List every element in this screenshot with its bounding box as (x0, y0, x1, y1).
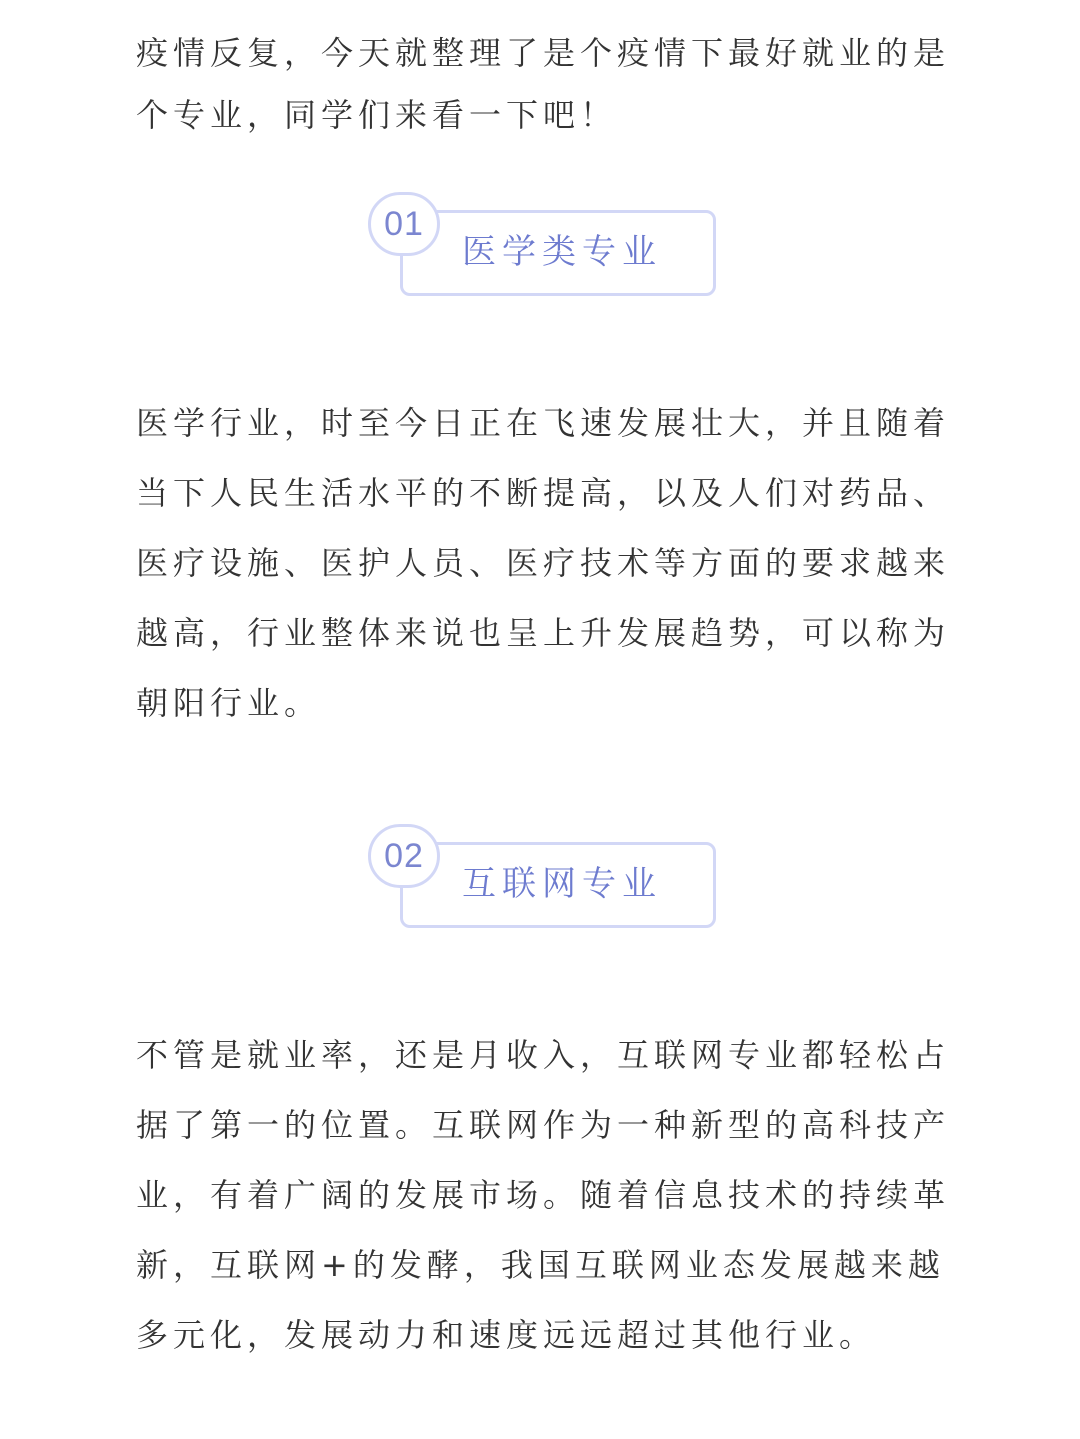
paragraph-line: 医学行业，时至今日正在飞速发展壮大，并且随着 (136, 404, 951, 442)
paragraph-line: 医疗设施、医护人员、医疗技术等方面的要求越来 (136, 544, 951, 582)
paragraph-line: 越高，行业整体来说也呈上升发展趋势，可以称为 (136, 614, 951, 652)
intro-line: 个专业，同学们来看一下吧！ (136, 96, 618, 134)
section-paragraph-medicine (136, 388, 956, 738)
section-paragraph-internet (136, 1020, 956, 1370)
paragraph-line: 当下人民生活水平的不断提高，以及人们对药品、 (136, 474, 951, 512)
intro-line: 疫情反复，今天就整理了是个疫情下最好就业的是 (136, 34, 951, 72)
paragraph-line: 新，互联网+的发酵，我国互联网业态发展越来越 (136, 1246, 945, 1284)
paragraph-line: 多元化，发展动力和速度远远超过其他行业。 (136, 1316, 877, 1354)
intro-paragraph (136, 22, 956, 146)
paragraph-line: 朝阳行业。 (136, 684, 322, 722)
paragraph-line: 据了第一的位置。互联网作为一种新型的高科技产 (136, 1106, 951, 1144)
section-title: 互联网专业 (462, 864, 662, 904)
section-number-badge: 02 (368, 824, 440, 888)
paragraph-line: 不管是就业率，还是月收入，互联网专业都轻松占 (136, 1036, 951, 1074)
paragraph-line: 业，有着广阔的发展市场。随着信息技术的持续革 (136, 1176, 951, 1214)
section-title: 医学类专业 (462, 232, 662, 272)
section-number-badge: 01 (368, 192, 440, 256)
section-heading-medicine (368, 192, 728, 302)
section-heading-internet (368, 824, 728, 934)
